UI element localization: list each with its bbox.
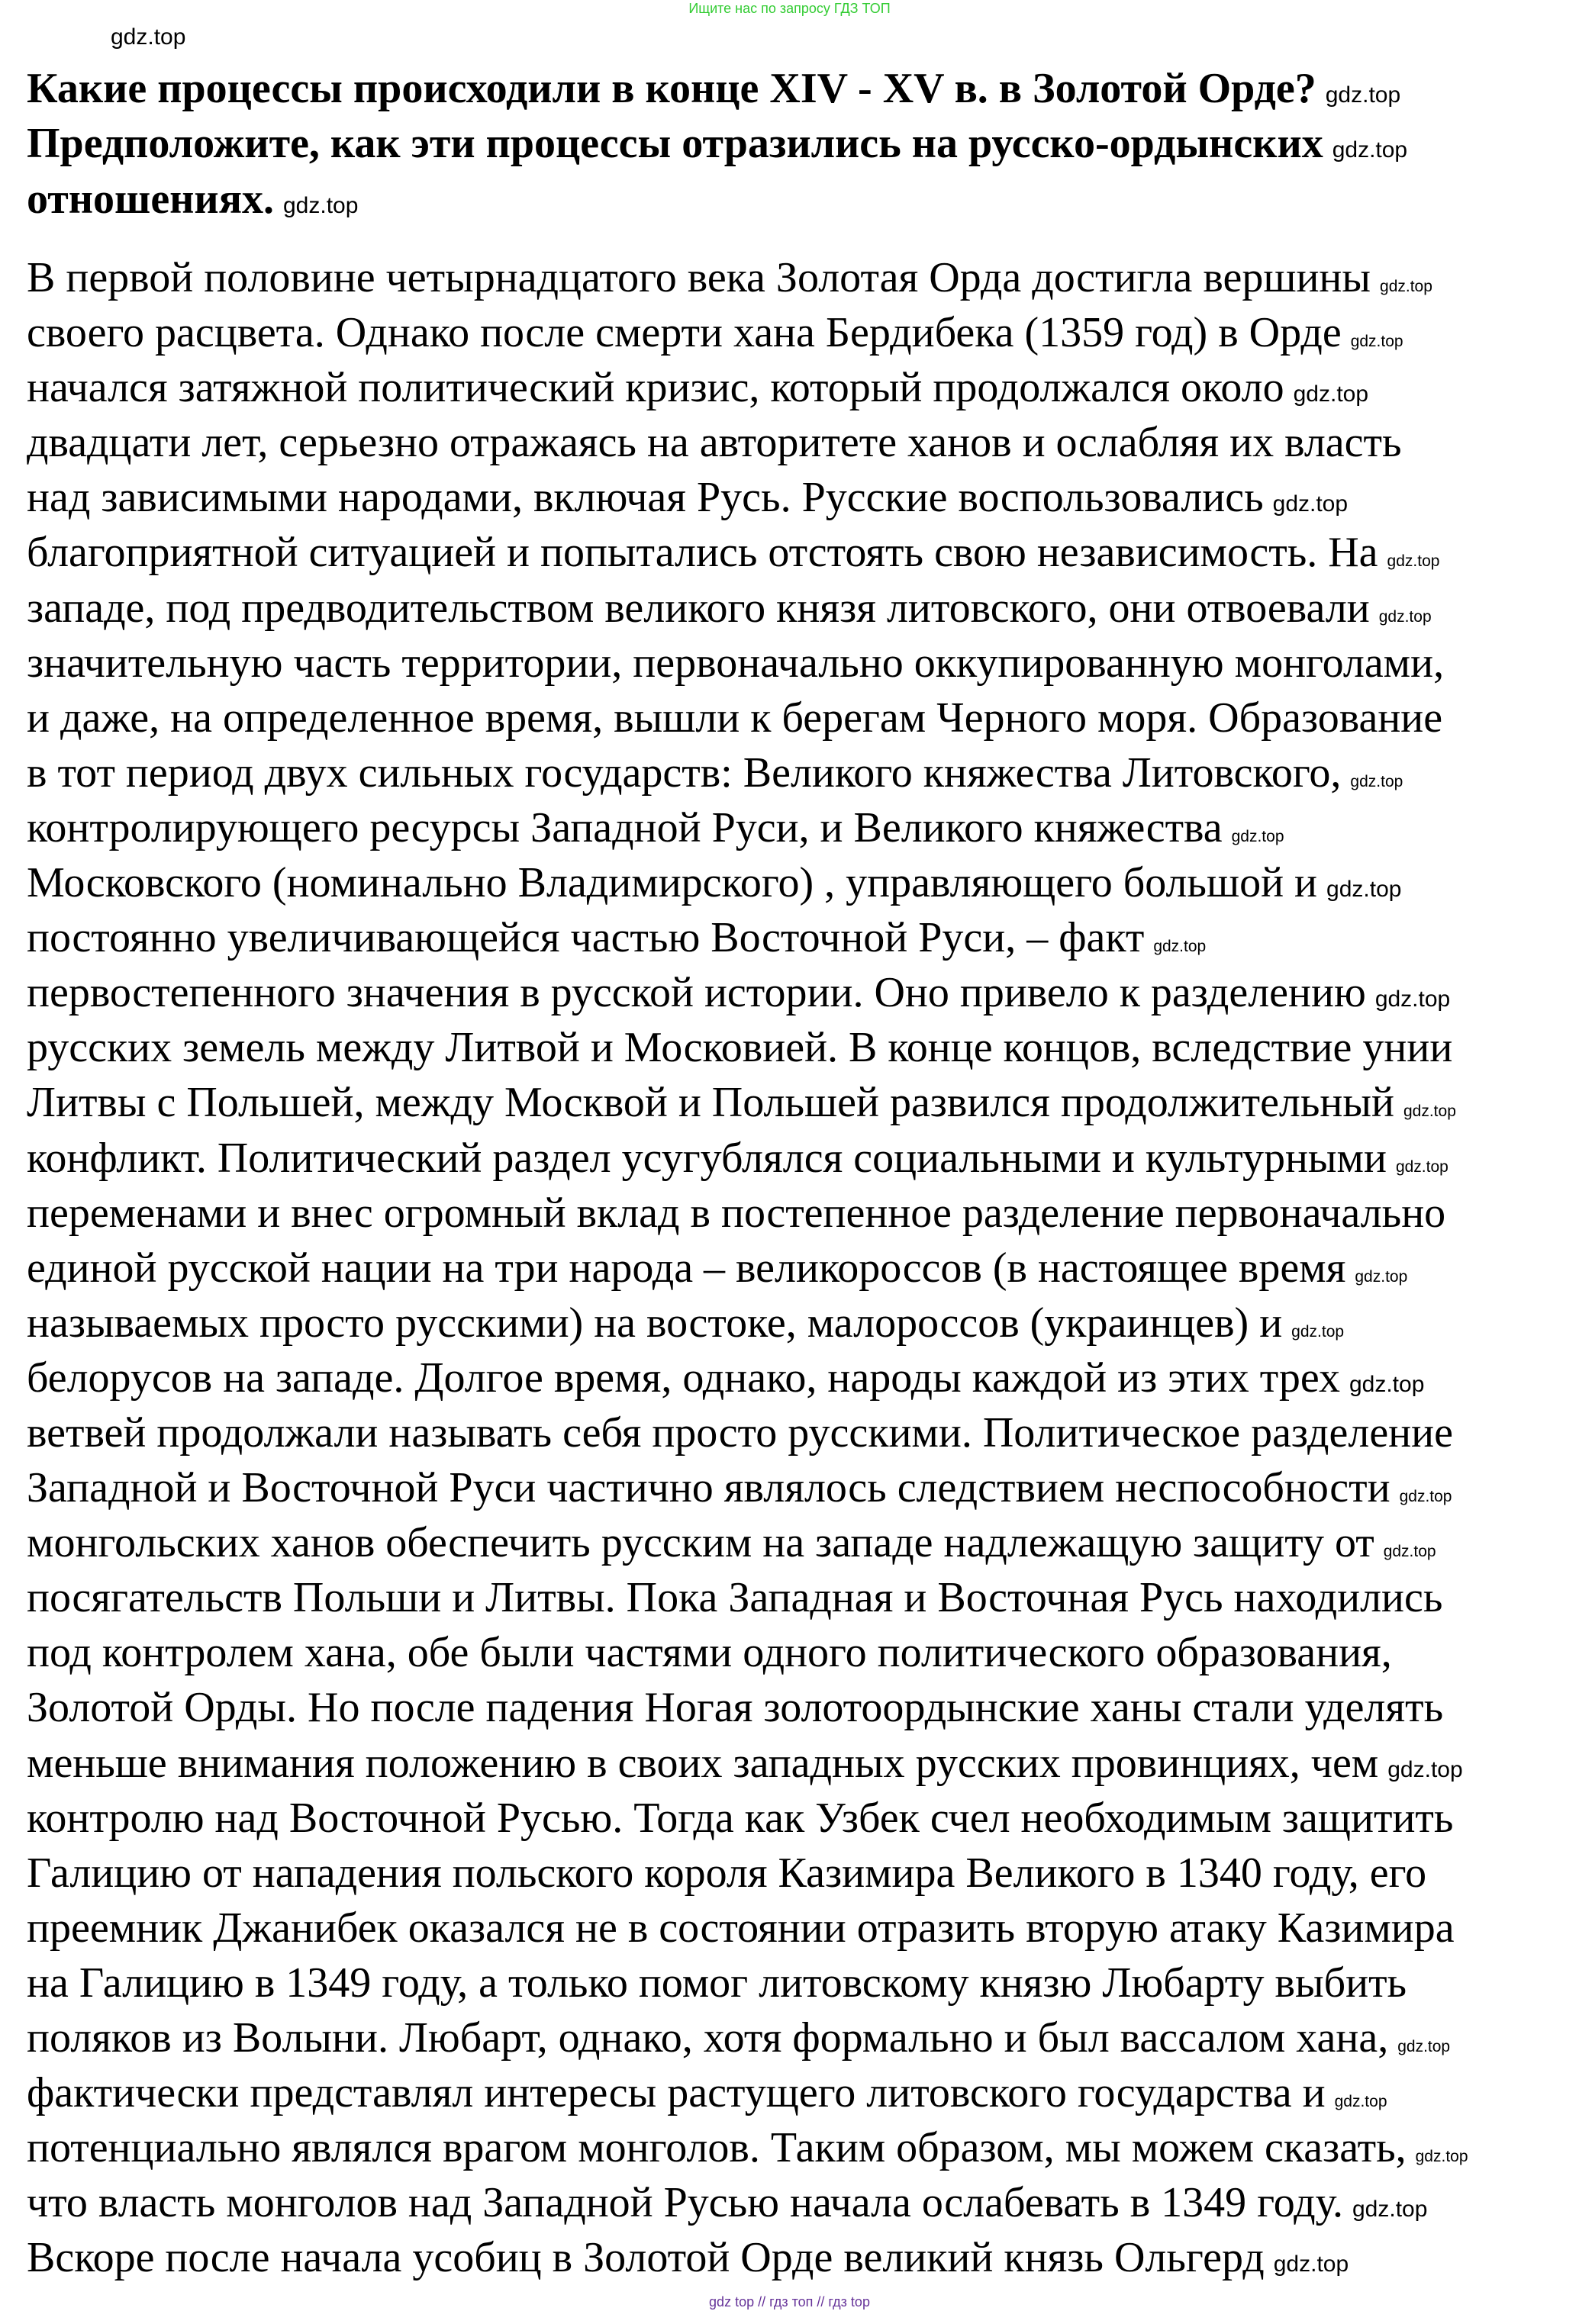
text-line-content: монгольских ханов обеспечить русским на западе надлежащую защиту от	[27, 1519, 1374, 1567]
watermark: gdz.top	[1383, 1543, 1436, 1561]
text-line-content: Литвы с Польшей, между Москвой и Польшей развился продолжительный	[27, 1079, 1394, 1127]
text-line-content: Галицию от нападения польского короля Казимира Великого в 1340 году, его	[27, 1849, 1427, 1897]
watermark: gdz.top	[283, 192, 359, 218]
watermark: gdz.top	[1355, 1267, 1408, 1286]
text-line	[27, 1791, 1468, 1846]
watermark: gdz.top	[1397, 2038, 1451, 2055]
text-line	[27, 2010, 1468, 2065]
text-line-content: преемник Джанибек оказался не в состоянии отразить вторую атаку Казимира	[27, 1904, 1455, 1952]
watermark: gdz.top	[1350, 772, 1403, 790]
text-line	[27, 745, 1468, 800]
text-line	[27, 61, 1407, 116]
text-line-content: Вскоре после начала усобиц в Золотой Орде великий князь Ольгерд	[27, 2234, 1265, 2282]
watermark: gdz.top	[1272, 491, 1349, 517]
text-line-content: двадцати лет, серьезно отражаясь на авторитете ханов и ослабляя их власть	[27, 419, 1402, 467]
text-line	[27, 1131, 1468, 1186]
text-line	[27, 172, 1407, 227]
text-line	[27, 855, 1468, 910]
text-line	[27, 1186, 1468, 1241]
watermark: gdz.top	[1293, 381, 1369, 407]
watermark: gdz.top	[1334, 2093, 1387, 2111]
text-line-content: под контролем хана, обе были частями одного политического образования,	[27, 1629, 1392, 1677]
text-line-content: Западной и Восточной Руси частично являлось следствием неспособности	[27, 1464, 1390, 1512]
watermark: gdz.top	[1325, 82, 1401, 108]
watermark: gdz.top	[1399, 1488, 1452, 1506]
text-line-content: первостепенного значения в русской истории. Оно привело к разделению	[27, 969, 1366, 1017]
text-line	[27, 2065, 1468, 2120]
text-line	[27, 1955, 1468, 2010]
watermark: gdz.top	[1395, 1157, 1448, 1176]
watermark: gdz.top	[1153, 938, 1207, 956]
text-line	[27, 1241, 1468, 1296]
text-line-content: В первой половине четырнадцатого века Золотая Орда достигла вершины	[27, 254, 1371, 301]
text-line	[27, 1901, 1468, 1955]
text-line-content: русских земель между Литвой и Московией. В конце концов, вследствие унии	[27, 1024, 1453, 1072]
text-line	[27, 1296, 1468, 1350]
text-line	[27, 1075, 1468, 1130]
question-title	[27, 61, 1407, 227]
text-line-content: контролирующего ресурсы Западной Руси, и Великого княжества	[27, 803, 1223, 851]
text-line	[27, 250, 1468, 305]
text-line	[27, 360, 1468, 415]
text-line	[27, 415, 1468, 470]
text-line	[27, 1020, 1468, 1075]
text-line	[27, 1570, 1468, 1625]
text-line-content: над зависимыми народами, включая Русь. Русские воспользовались	[27, 474, 1264, 522]
watermark: gdz.top	[1380, 278, 1432, 295]
text-line-content: своего расцвета. Однако после смерти хана Бердибека (1359 год) в Орде	[27, 309, 1342, 357]
watermark: gdz.top	[1291, 1322, 1345, 1341]
watermark: gdz.top	[1415, 2148, 1468, 2166]
watermark: gdz.top	[1332, 137, 1408, 163]
text-line	[27, 305, 1468, 360]
text-line	[27, 1625, 1468, 1680]
text-line	[27, 116, 1407, 171]
text-line	[27, 1680, 1468, 1735]
text-line	[27, 800, 1468, 855]
watermark: gdz.top	[1374, 987, 1451, 1012]
text-line-content: значительную часть территории, первоначально оккупированную монголами,	[27, 639, 1445, 687]
text-line-content: фактически представлял интересы растущего литовского государства и	[27, 2069, 1326, 2117]
text-line	[27, 470, 1468, 525]
text-line-content: контролю над Восточной Русью. Тогда как Узбек счел необходимым защитить	[27, 1794, 1454, 1842]
text-line-content: белорусов на западе. Долгое время, однако, народы каждой из этих трех	[27, 1354, 1340, 1402]
text-line	[27, 525, 1468, 580]
text-line	[27, 1460, 1468, 1515]
text-line-content: Какие процессы происходили в конце XIV - XV в. в Золотой Орде?	[27, 65, 1316, 112]
text-line-content: конфликт. Политический раздел усугублялся социальными и культурными	[27, 1134, 1387, 1182]
text-line-content: меньше внимания положению в своих западных русских провинциях, чем	[27, 1739, 1379, 1787]
text-line-content: на Галицию в 1349 году, а только помог литовскому князю Любарту выбить	[27, 1959, 1407, 2007]
text-line	[27, 636, 1468, 690]
text-line-content: единой русской нации на три народа – великороссов (в настоящее время	[27, 1244, 1346, 1292]
text-line-content: постоянно увеличивающейся частью Восточной Руси, – факт	[27, 914, 1145, 962]
text-line	[27, 690, 1468, 745]
text-line-content: потенциально являлся врагом монголов. Таким образом, мы можем сказать,	[27, 2124, 1407, 2172]
text-line	[27, 1350, 1468, 1405]
watermark: gdz.top	[1326, 877, 1402, 903]
text-line	[27, 1736, 1468, 1791]
text-line-content: Золотой Орды. Но после падения Ногая золотоордынские ханы стали уделять	[27, 1684, 1444, 1732]
answer-text	[27, 250, 1468, 2285]
watermark: gdz.top	[1349, 1371, 1425, 1397]
text-line-content: Предположите, как эти процессы отразились на русско-ордынских	[27, 120, 1323, 168]
text-line-content: и даже, на определенное время, вышли к берегам Черного моря. Образование	[27, 694, 1443, 742]
text-line	[27, 2175, 1468, 2230]
watermark: gdz.top	[1387, 1756, 1463, 1782]
text-line-content: Московского (номинально Владимирского) , управляющего большой и	[27, 859, 1318, 907]
text-line-content: благоприятной ситуацией и попытались отстоять свою независимость. На	[27, 529, 1378, 577]
text-line	[27, 965, 1468, 1020]
text-line-content: что власть монголов над Западной Русью начала ослабевать в 1349 году.	[27, 2179, 1343, 2227]
top-banner: Ищите нас по запросу ГДЗ ТОП	[688, 1, 891, 16]
watermark: gdz.top	[1352, 2197, 1428, 2223]
text-line-content: в тот период двух сильных государств: Великого княжества Литовского,	[27, 748, 1342, 797]
text-line-content: отношениях.	[27, 175, 274, 223]
text-line-content: западе, под предводительством великого князя литовского, они отвоевали	[27, 584, 1370, 632]
watermark: gdz.top	[1403, 1102, 1456, 1121]
text-line	[27, 2230, 1468, 2285]
text-line-content: называемых просто русскими) на востоке, малороссов (украинцев) и	[27, 1299, 1283, 1347]
text-line-content: поляков из Волыни. Любарт, однако, хотя формально и был вассалом хана,	[27, 2014, 1389, 2062]
watermark: gdz.top	[1387, 552, 1440, 571]
text-line	[27, 581, 1468, 636]
text-line	[27, 2120, 1468, 2175]
watermark: gdz.top	[111, 24, 186, 50]
text-line-content: переменами и внес огромный вклад в постепенное разделение первоначально	[27, 1189, 1446, 1237]
watermark: gdz.top	[1378, 607, 1432, 626]
text-line-content: посягательств Польши и Литвы. Пока Западная и Восточная Русь находились	[27, 1574, 1443, 1622]
text-line-content: ветвей продолжали называть себя просто русскими. Политическое разделение	[27, 1408, 1453, 1457]
watermark: gdz.top	[1350, 333, 1403, 351]
watermark: gdz.top	[1231, 827, 1284, 845]
text-line	[27, 1405, 1468, 1460]
text-line	[27, 1846, 1468, 1901]
watermark: gdz.top	[1273, 2252, 1349, 2277]
text-line	[27, 910, 1468, 965]
bottom-banner: gdz top // гдз топ // гдз top	[709, 2294, 870, 2310]
text-line	[27, 1515, 1468, 1570]
text-line-content: начался затяжной политический кризис, который продолжался около	[27, 364, 1284, 412]
